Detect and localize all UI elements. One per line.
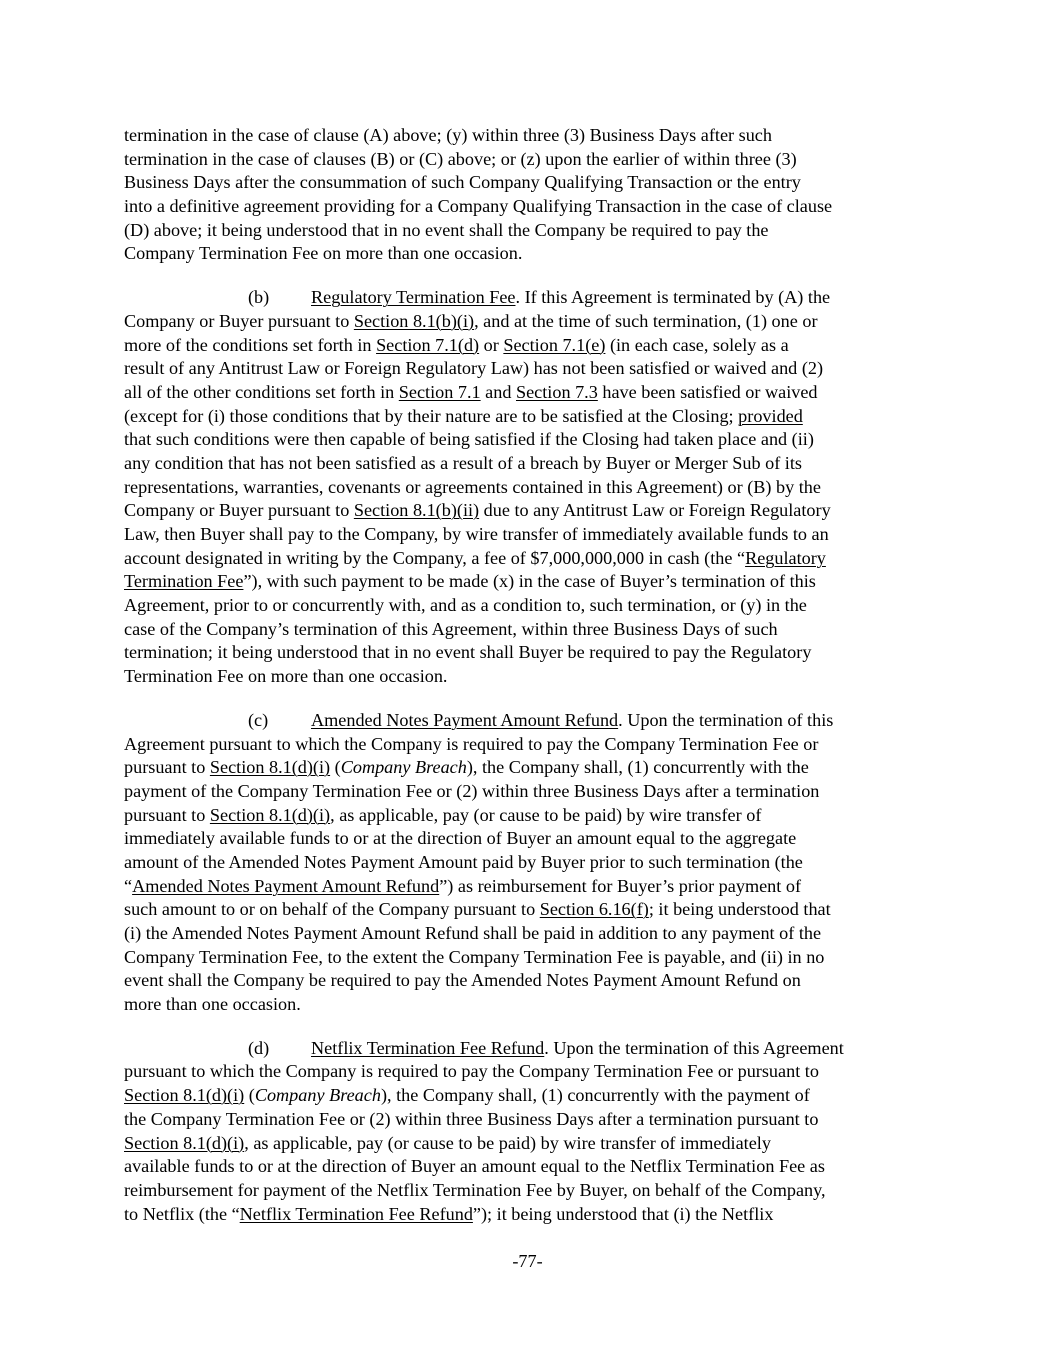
text-segment: payment of the Company Termination Fee or (2) within three Business Days after a termination (124, 780, 820, 801)
text-line (124, 969, 934, 993)
text-segment: Termination Fee on more than one occasion. (124, 666, 448, 687)
text-segment: (D) above; it being understood that in no event shall the Company be required to pay the (124, 219, 769, 240)
text-segment: pursuant to (124, 804, 210, 825)
text-segment: termination in the case of clauses (B) or (C) above; or (z) upon the earlier of within three (3) (124, 148, 797, 169)
section-reference: Section 8.1(d)(i) (124, 1085, 245, 1106)
text-segment: event shall the Company be required to pay the Amended Notes Payment Amount Refund on (124, 970, 801, 991)
text-segment: . If this Agreement is terminated by (A) the (515, 287, 831, 308)
text-segment: , as applicable, pay (or cause to be paid) by wire transfer of immediately (244, 1132, 771, 1153)
text-segment: pursuant to (124, 757, 210, 778)
text-line (124, 665, 934, 689)
section-reference: Section 7.1 (398, 381, 481, 402)
text-segment: and (480, 381, 516, 402)
text-line (124, 286, 934, 310)
text-line (124, 993, 934, 1017)
text-line (124, 922, 934, 946)
text-line (124, 242, 934, 266)
text-line (124, 1060, 934, 1084)
text-line (124, 733, 934, 757)
text-segment: . Upon the termination of this Agreement (544, 1037, 844, 1058)
provided-term: provided (738, 405, 803, 426)
section-reference: Section 7.1(e) (503, 334, 606, 355)
section-reference: Section 8.1(d)(i) (124, 1132, 245, 1153)
text-segment: Law, then Buyer shall pay to the Company, by wire transfer of immediately available funds to an (124, 524, 829, 544)
text-segment: termination; it being understood that in no event shall Buyer be required to pay the Regulatory (124, 642, 812, 663)
text-segment: ; it being understood that (648, 899, 831, 920)
text-line (124, 898, 934, 922)
text-segment: Company or Buyer pursuant to (124, 310, 354, 331)
text-line (124, 780, 934, 804)
text-line (124, 804, 934, 828)
text-line (124, 523, 934, 547)
text-line (124, 594, 934, 618)
clause-paragraph-b (124, 286, 934, 689)
text-line (124, 476, 934, 500)
section-reference: Section 8.1(d)(i) (209, 757, 331, 778)
defined-term: Regulatory (745, 547, 826, 568)
text-segment: Agreement pursuant to which the Company is required to pay the Company Termination Fee or (124, 733, 819, 754)
text-line (124, 405, 934, 429)
clause-label: (c) (248, 709, 269, 730)
text-line (124, 334, 934, 358)
section-reference: Section 6.16(f) (539, 899, 649, 920)
text-segment: case of the Company’s termination of this Agreement, within three Business Days of such (124, 618, 778, 639)
text-segment: Business Days after the consummation of such Company Qualifying Transaction or the entry (124, 172, 801, 193)
text-line (124, 946, 934, 970)
text-segment: that such conditions were then capable of being satisfied if the Closing had taken place and (ii) (124, 429, 814, 450)
text-segment: (except for (i) those conditions that by their nature are to be satisfied at the Closing; (124, 405, 739, 426)
page-number: -77- (512, 1251, 543, 1271)
text-line (124, 428, 934, 452)
text-segment: ( (244, 1085, 255, 1106)
text-line (124, 124, 934, 148)
text-segment: into a definitive agreement providing for a Company Qualifying Transaction in the case of clause (124, 196, 833, 217)
text-segment: all of the other conditions set forth in (124, 381, 399, 402)
text-segment: amount of the Amended Notes Payment Amount paid by Buyer prior to such termination (the (124, 851, 803, 872)
text-line (124, 357, 934, 381)
section-reference: Section 8.1(b)(ii) (353, 500, 480, 521)
company-breach-term: Company Breach (340, 757, 467, 778)
text-line (124, 1155, 934, 1179)
text-line (124, 570, 934, 594)
text-segment: more of the conditions set forth in (124, 334, 377, 355)
text-segment: ), the Company shall, (1) concurrently with the payment of (380, 1085, 810, 1106)
text-line (124, 452, 934, 476)
text-segment: ”), with such payment to be made (x) in the case of Buyer’s termination of this (243, 571, 816, 592)
text-segment: “ (124, 875, 133, 896)
text-segment: result of any Antitrust Law or Foreign Regulatory Law) has not been satisfied or waived and (2) (124, 358, 824, 379)
text-line (124, 756, 934, 780)
clause-paragraph-c (124, 709, 934, 1017)
clause-label: (d) (248, 1037, 270, 1058)
text-segment: representations, warranties, covenants or agreements contained in this Agreement) or (B) by the (124, 476, 821, 497)
text-segment: , as applicable, pay (or cause to be paid) by wire transfer of (330, 804, 762, 825)
text-segment: (in each case, solely as a (605, 334, 789, 355)
text-segment: ), the Company shall, (1) concurrently with the (466, 757, 809, 778)
text-segment: Company or Buyer pursuant to (124, 500, 354, 521)
text-segment: due to any Antitrust Law or Foreign Regulatory (479, 500, 831, 521)
text-line (124, 875, 934, 899)
section-reference: Section 8.1(d)(i) (209, 804, 331, 825)
text-line (124, 310, 934, 334)
text-segment: or (479, 334, 504, 355)
text-line (124, 851, 934, 875)
netflix-refund-heading: Netflix Termination Fee Refund (311, 1037, 545, 1058)
text-line (124, 1203, 934, 1227)
text-segment: (i) the Amended Notes Payment Amount Refund shall be paid in addition to any payment of the (124, 923, 822, 943)
section-reference: Section 8.1(b)(i) (353, 310, 475, 331)
text-segment: any condition that has not been satisfied as a result of a breach by Buyer or Merger Sub of its (124, 452, 802, 473)
text-segment: the Company Termination Fee or (2) within three Business Days after a termination pursuant to (124, 1108, 819, 1129)
text-line (124, 1108, 934, 1132)
text-segment: Company Termination Fee, to the extent the Company Termination Fee is payable, and (ii) in no (124, 946, 825, 967)
defined-term: Termination Fee (124, 571, 244, 592)
text-line (124, 148, 934, 172)
text-segment: Company Termination Fee on more than one occasion. (124, 243, 523, 264)
text-line (124, 641, 934, 665)
text-segment: termination in the case of clause (A) above; (y) within three (3) Business Days after such (124, 125, 772, 145)
text-line (124, 1037, 934, 1061)
defined-term: Amended Notes Payment Amount Refund (132, 875, 440, 896)
text-line (124, 1179, 934, 1203)
text-segment: Agreement, prior to or concurrently with, and as a condition to, such termination, or (y) in the (124, 595, 807, 616)
paragraph-continuation (124, 124, 934, 266)
section-reference: Section 7.1(d) (376, 334, 480, 355)
text-segment: , and at the time of such termination, (1) one or (474, 310, 818, 331)
text-segment: have been satisfied or waived (597, 381, 818, 402)
text-segment: ( (330, 757, 341, 778)
text-line (124, 618, 934, 642)
document-body (124, 124, 934, 1226)
text-segment: reimbursement for payment of the Netflix Termination Fee by Buyer, on behalf of the Company, (124, 1179, 826, 1200)
text-line (124, 1084, 934, 1108)
text-line (124, 219, 934, 243)
text-line (124, 499, 934, 523)
text-segment: ”); it being understood that (i) the Netflix (472, 1203, 774, 1224)
text-segment: such amount to or on behalf of the Company pursuant to (124, 899, 540, 920)
text-segment: more than one occasion. (124, 994, 301, 1015)
company-breach-term: Company Breach (254, 1085, 381, 1106)
defined-term: Netflix Termination Fee Refund (239, 1203, 473, 1224)
text-segment: to Netflix (the “ (124, 1203, 240, 1224)
amended-notes-refund-heading: Amended Notes Payment Amount Refund (311, 709, 619, 730)
text-segment: immediately available funds to or at the direction of Buyer an amount equal to the aggregate (124, 828, 797, 849)
text-line (124, 1132, 934, 1156)
regulatory-termination-fee-heading: Regulatory Termination Fee (311, 287, 516, 308)
text-segment: available funds to or at the direction of Buyer an amount equal to the Netflix Termination Fee as (124, 1156, 825, 1177)
clause-label: (b) (248, 287, 270, 308)
section-reference: Section 7.3 (515, 381, 598, 402)
text-segment: ”) as reimbursement for Buyer’s prior payment of (439, 875, 802, 896)
text-line (124, 195, 934, 219)
text-segment: account designated in writing by the Company, a fee of $7,000,000,000 in cash (the “ (124, 547, 746, 568)
text-segment: . Upon the termination of this (618, 709, 834, 730)
text-line (124, 709, 934, 733)
text-segment: pursuant to which the Company is required to pay the Company Termination Fee or pursuant to (124, 1061, 819, 1082)
text-line (124, 171, 934, 195)
text-line (124, 827, 934, 851)
text-line (124, 547, 934, 571)
text-line (124, 381, 934, 405)
clause-paragraph-d (124, 1037, 934, 1227)
